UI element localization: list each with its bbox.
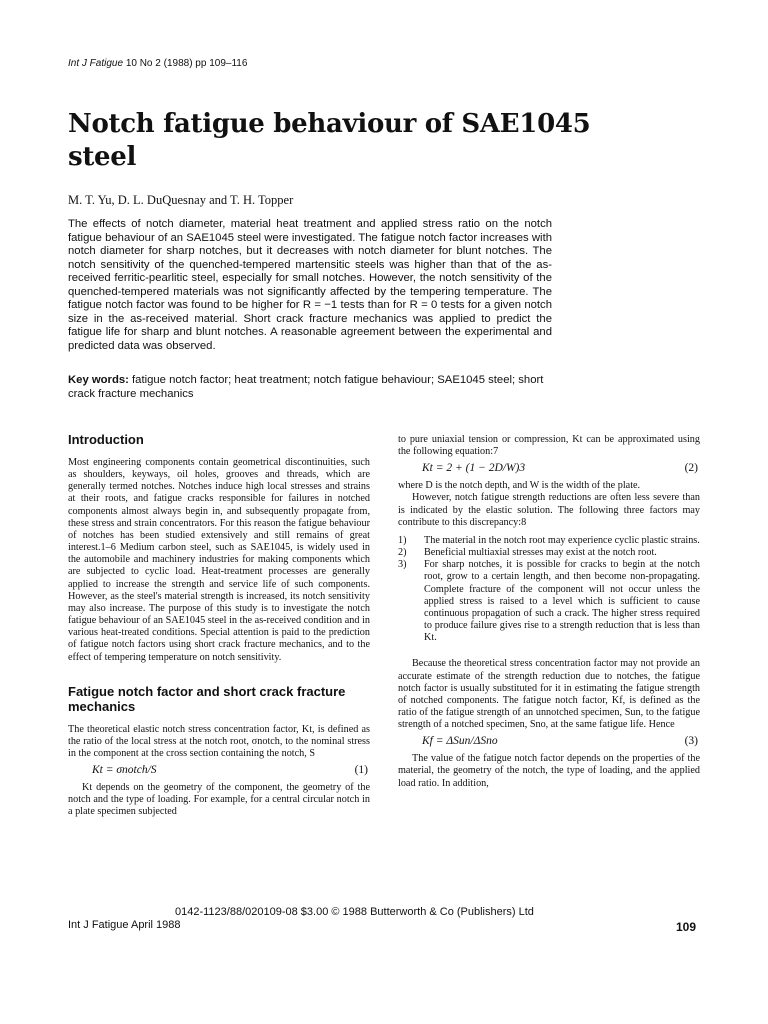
- keywords-label: Key words:: [68, 374, 129, 386]
- footer-journal-date: Int J Fatigue April 1988: [68, 919, 181, 931]
- section2-paragraph: The theoretical elastic notch stress concentration factor, Kt, is defined as the ratio of the local stress at the notch root, σnotch, to the nominal stress in the component at the cross section containing the notch, S: [68, 723, 370, 759]
- list-item: [398, 559, 700, 644]
- list-item: [398, 535, 700, 547]
- list-item-text: Beneficial multiaxial stresses may exist at the notch root.: [424, 547, 657, 559]
- paragraph-however: However, notch fatigue strength reductions are often less severe than is indicated by the elastic solution. The following three factors may contribute to this discrepancy:8: [398, 492, 700, 528]
- section-heading-fatigue-notch-factor: Fatigue notch factor and short crack fracture mechanics: [68, 683, 346, 714]
- section2-paragraph-2: Kt depends on the geometry of the component, the geometry of the notch and the type of loading. For example, for a central circular notch in a plate specimen subjected: [68, 782, 370, 818]
- list-item-number: 1): [398, 534, 407, 546]
- equation-1-body: Kt = σnotch/S: [92, 764, 157, 777]
- list-item-text: For sharp notches, it is possible for cracks to begin at the notch root, grow to a certain length, and then become non-propagating. Complete fracture of the component will not occur unless the applied stress is raised to a level which is sufficient to cause continuous propagation of such a crack. The higher stress required to produce failure gives rise to a strength reduction that is less than Kt.: [424, 559, 700, 644]
- journal-name: Int J Fatigue: [68, 58, 124, 69]
- list-item-number: 2): [398, 547, 407, 559]
- list-item-text: The material in the notch root may experience cyclic plastic strains.: [424, 534, 700, 546]
- paper-title: Notch fatigue behaviour of SAE1045 steel: [68, 109, 591, 172]
- page-number: 109: [676, 920, 697, 934]
- equation-2: [398, 458, 700, 480]
- equation-1-number: (1): [354, 764, 368, 777]
- intro-paragraph: Most engineering components contain geometrical discontinuities, such as shoulders, keyways, oil holes, grooves and threads, which are generally termed notches. Notches induce high local stresses and strains at their roots, and fatigue cracks responsible for failures in notched components almost always begin in, and subsequently propagate from, these stress and strain concentrators. For this reason the fatigue behaviour of notches has been studied extensively and still remains of great interest.1–6 Medium carbon steel, such as SAE1045, is widely used in the automobile and machinery industries for making components which are subjected to cyclic load. Heat-treatment processes are generally applied to increase the strength and service life of such components. However, as the steel's material strength is increased, its notch sensitivity may also increase. The purpose of this study is to investigate the notch fatigue behaviour of an SAE1045 steel in the as-received condition and in various heat-treated conditions. Special attention is paid to the prediction of fatigue notch factors using short crack fracture mechanics, and to the effect of tempering temperature on notch sensitivity.: [68, 457, 370, 663]
- keywords: [68, 374, 552, 401]
- paragraph-because: Because the theoretical stress concentration factor may not provide an accurate estimate of the strength reduction due to notches, the fatigue notch factor is usually substituted for it in estimating the fatigue strength of notched components. The fatigue notch factor, Kf, is defined as the ratio of the fatigue strength of an unnotched specimen, Sun, to the fatigue strength of a notched specimen, Sno, at the same fatigue life. Hence: [398, 658, 700, 731]
- section-heading-introduction: Introduction: [68, 432, 144, 447]
- equation-3-number: (3): [684, 735, 698, 748]
- equation-2-body: Kt = 2 + (1 − 2D/W)3: [422, 462, 526, 475]
- journal-reference: [68, 58, 247, 69]
- paragraph-value: The value of the fatigue notch factor depends on the properties of the material, the geometry of the notch, the type of loading, and the applied load ratio. In addition,: [398, 753, 700, 789]
- abstract: The effects of notch diameter, material heat treatment and applied stress ratio on the notch fatigue behaviour of an SAE1045 steel were investigated. The fatigue notch factor increases with notch diameter for sharp notches, but it decreases with notch diameter for blunt notches. The notch sensitivity of the quenched-tempered martensitic steels was higher than that of the as-received ferritic-pearlitic steel, especially for small notches. However, the notch sensitivity of the quenched-tempered materials was not significantly affected by the tempering temperature. The fatigue notch factor was found to be higher for R = −1 tests than for R = 0 tests for a given notch size in the as-received material. Short crack fracture mechanics was applied to predict the fatigue life for sharp and blunt notches. A reasonable agreement between the experimental and predicted data was observed.: [68, 218, 552, 352]
- equation-3-body: Kf = ΔSun/ΔSno: [422, 735, 498, 748]
- paragraph-where: where D is the notch depth, and W is the width of the plate.: [398, 480, 641, 492]
- right-column: [398, 434, 700, 790]
- equation-2-number: (2): [684, 462, 698, 475]
- equation-3: [398, 731, 700, 753]
- left-column: [68, 432, 370, 819]
- copyright-line: 0142-1123/88/020109-08 $3.00 © 1988 Butterworth & Co (Publishers) Ltd: [175, 906, 534, 918]
- paragraph-approximation: to pure uniaxial tension or compression, Kt can be approximated using the following equation:7: [398, 434, 700, 458]
- list-item-number: 3): [398, 559, 407, 571]
- equation-1: [68, 760, 370, 782]
- journal-issue: 10 No 2 (1988) pp 109–116: [125, 58, 248, 69]
- keywords-text: fatigue notch factor; heat treatment; notch fatigue behaviour; SAE1045 steel; short crack fracture mechanics: [68, 374, 544, 400]
- author-list: M. T. Yu, D. L. DuQuesnay and T. H. Topper: [68, 193, 294, 207]
- discrepancy-factor-list: [398, 535, 700, 644]
- list-item: [398, 547, 700, 559]
